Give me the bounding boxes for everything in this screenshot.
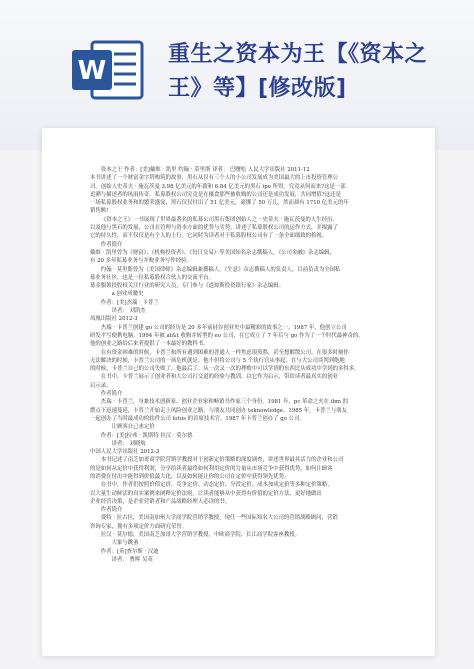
doc-line: 司。创始人史蒂夫 · 施瓦茨曼 3.98 亿美元的年薪和 6.84 亿美元的黑石 ipo 所得。究竟从何而来?这是一部 xyxy=(90,183,346,190)
doc-line: 的时候，卡普兰自己的公司失败了，他最后了。从一次又一次的挫败中可以学到的东西比从成功中学到的多得多。 xyxy=(90,366,360,373)
doc-line: 燃点下迅速蔓延，卡普兰开始走上风险创业之路，与朋友共同创办 teknowledge。1985 年，卡普兰与朋友 xyxy=(90,407,347,414)
doc-line: 作者简介 xyxy=(100,507,123,514)
doc-line: 译者： 刘晓航 xyxy=(111,440,146,447)
doc-line: 在书中，卡普兰展示了创业者和大公司打交道的经验与教训，以它作为启示，带给读者最真实的创业 xyxy=(100,374,338,381)
doc-line: 作者简介 xyxy=(100,391,123,398)
document-body xyxy=(90,166,390,564)
doc-line: 它的持久性，而不仅仅是有个人的上行。它同时为读者对于私募股权公司有了一条全面细致的检视。 xyxy=(90,233,328,240)
doc-line: 追溯与描述者的风雨传奇。私募股权公司究竟是在摄食那些被收购的公司还是成功发展，共同增值?这还是 xyxy=(90,191,341,198)
doc-line: 费特 · 拉古拉，美国南加州大学商学院营销学教授，现任一些国际知名大公司的营销战略顾问，营销 xyxy=(100,515,338,522)
doc-line: 的是如何从定价中获得利润，分享给读者最终如何利用定价的力量从市场竞争中获得优势，如何让顾客 xyxy=(90,465,333,472)
doc-line: 销售额! xyxy=(90,208,109,215)
doc-line: 以大量生动鲜活的真实案例来阐释定价法则，让读者能够从中获得有价值的定价方法，更好地做出 xyxy=(90,490,322,497)
svg-text:W: W xyxy=(77,56,107,86)
doc-line: 作者：[英]查尔斯 · 汉迪 xyxy=(100,548,159,555)
doc-line: 译者： 刘凯杰 xyxy=(111,308,146,315)
doc-line: 在有资金困难的时候，卡普兰和所有遇到困难的普通人一样焦虑很煎熬，甚至想解散公司。在很多时刻你 xyxy=(100,349,349,356)
doc-line: 作者：[美]拉弗 · 凯斯特 拉汉 · 莫尔德 xyxy=(100,432,193,439)
doc-line: a 创业成魔史 xyxy=(111,291,144,298)
doc-line: 戴维 · 凯里曾为《财富》、《机构投资者》、《每日交易》等美国知名杂志撰稿人，《公司金融》杂志编辑， xyxy=(90,249,336,256)
doc-line: 一起创办了当时最成功的软件公司 lotus 的首席技术官。1987 年卡普兰创办了 go 公司。 xyxy=(90,415,305,422)
word-doc-icon xyxy=(70,38,146,102)
doc-line: 在书中，作者们按照价值定价、竞争定价、动态定价、分段定价、成本加成定价等多种定价策略， xyxy=(100,482,333,489)
doc-line: 他的创业之路给后来者提供了一本最好的教科书。 xyxy=(90,341,209,348)
doc-line: 研发平写便携电脑。1994 年被 at&t 收购并转型的 eo 公司，在它成立了 7 年后与 go 作为了一个时代最神奇的。 xyxy=(90,332,364,339)
doc-line: 杰瑞 · 卡普兰创建 go 公司的经历是 20 多年前硅谷创业史中最精彩的故事之一。1987 年，他创立公司 xyxy=(100,324,347,331)
doc-line: 以及他与黑石的发展，公司在管理与资本方面的优势与劣势，讲述了私募股权公司的运作方式，并揭露了 xyxy=(90,225,338,232)
doc-line: 约翰 · 莫里斯曾为《美国律师》杂志编辑兼撰稿人，《生意》杂志撰稿人的负责人，目前负责为全国私 xyxy=(100,266,341,273)
doc-line: 作者：[美]杰瑞 · 卡普兰 xyxy=(100,299,159,306)
page-title: 重生之资本为王【《资本之王》等】[修改版] xyxy=(168,42,428,101)
doc-line: 译者： 曹晖 吴英 xyxy=(111,556,153,563)
doc-line: 无法解决的时候，卡普兰公司的一场危机就是。他不但将公司与 5 个执行官从事起，在与大公司谈判到绝地 xyxy=(90,357,345,364)
doc-line: 杰瑞 · 卡普兰，身兼技术创新家、创业企业家和畅销书作家三个身份。1981 年，pc 革命之火在 ibm 的 xyxy=(100,399,349,406)
document-page xyxy=(42,128,435,656)
doc-line: 大象与跳蚤 xyxy=(111,540,139,547)
doc-line: 本书讲述了一个财富金字塔构筑的故事，黑石从仅有三个人的小公司发展成为美国最大的上市投资管理公 xyxy=(90,175,338,182)
doc-line: 资本之王 作者：[美]戴维 · 凯里 约翰 · 莫里斯 译者： 巴曙松 人民大学出版社 2011-12 xyxy=(100,167,310,173)
doc-line: 让顾客自己来定价 xyxy=(111,424,155,431)
doc-line: 启示录。 xyxy=(90,382,112,389)
doc-line: 作者简介 xyxy=(100,241,123,248)
doc-line: 募金服领投股权关注行业的研究人员，专门参与《道琼斯投资银行家》杂志编辑。 xyxy=(90,283,285,290)
doc-line: 拉汉 · 莫尔德，美国南芝加哥大学营销学教授，中欧商学院、长江商学院客座教授。 xyxy=(100,532,301,539)
doc-line: 凤凰出版社 2012-3 xyxy=(90,316,138,323)
doc-line: 《资本之王》一书展现了世界最著名的私募公司黑石集团创始人之一史蒂夫 · 施瓦茨曼的人生经历， xyxy=(100,216,338,223)
doc-line: 企业经营决策，是企业营销者和产品战略经理人必读的书。 xyxy=(90,498,231,505)
doc-line: 有 20 多年私募业务与并购业务写作经验。 xyxy=(90,258,192,265)
doc-line: 咨询专家，拥有多项定价方面研究荣誉。 xyxy=(90,523,188,530)
doc-line: 中国人民大学出版社 2012-3 xyxy=(90,449,160,456)
doc-line: 的消费在付出中能得到价值最大化，以及如何能让你的公司在定价中获得领先优势。 xyxy=(90,473,290,480)
doc-line: 募业务社区，也是一位私募股权合伙人的交流平台。 xyxy=(90,274,214,281)
doc-line: 本书记述了南芝加哥商学院营销学教授对于创新定价策略的深度调查，讲述世界最具活力的企业和公司 xyxy=(100,457,344,464)
doc-line: 一场私募股权业务和的繁荣盛宴，黑石仅仅付出了 51 亿美元，豪掷了 50 万几，然而却有 1710 亿美元的年 xyxy=(90,200,349,207)
